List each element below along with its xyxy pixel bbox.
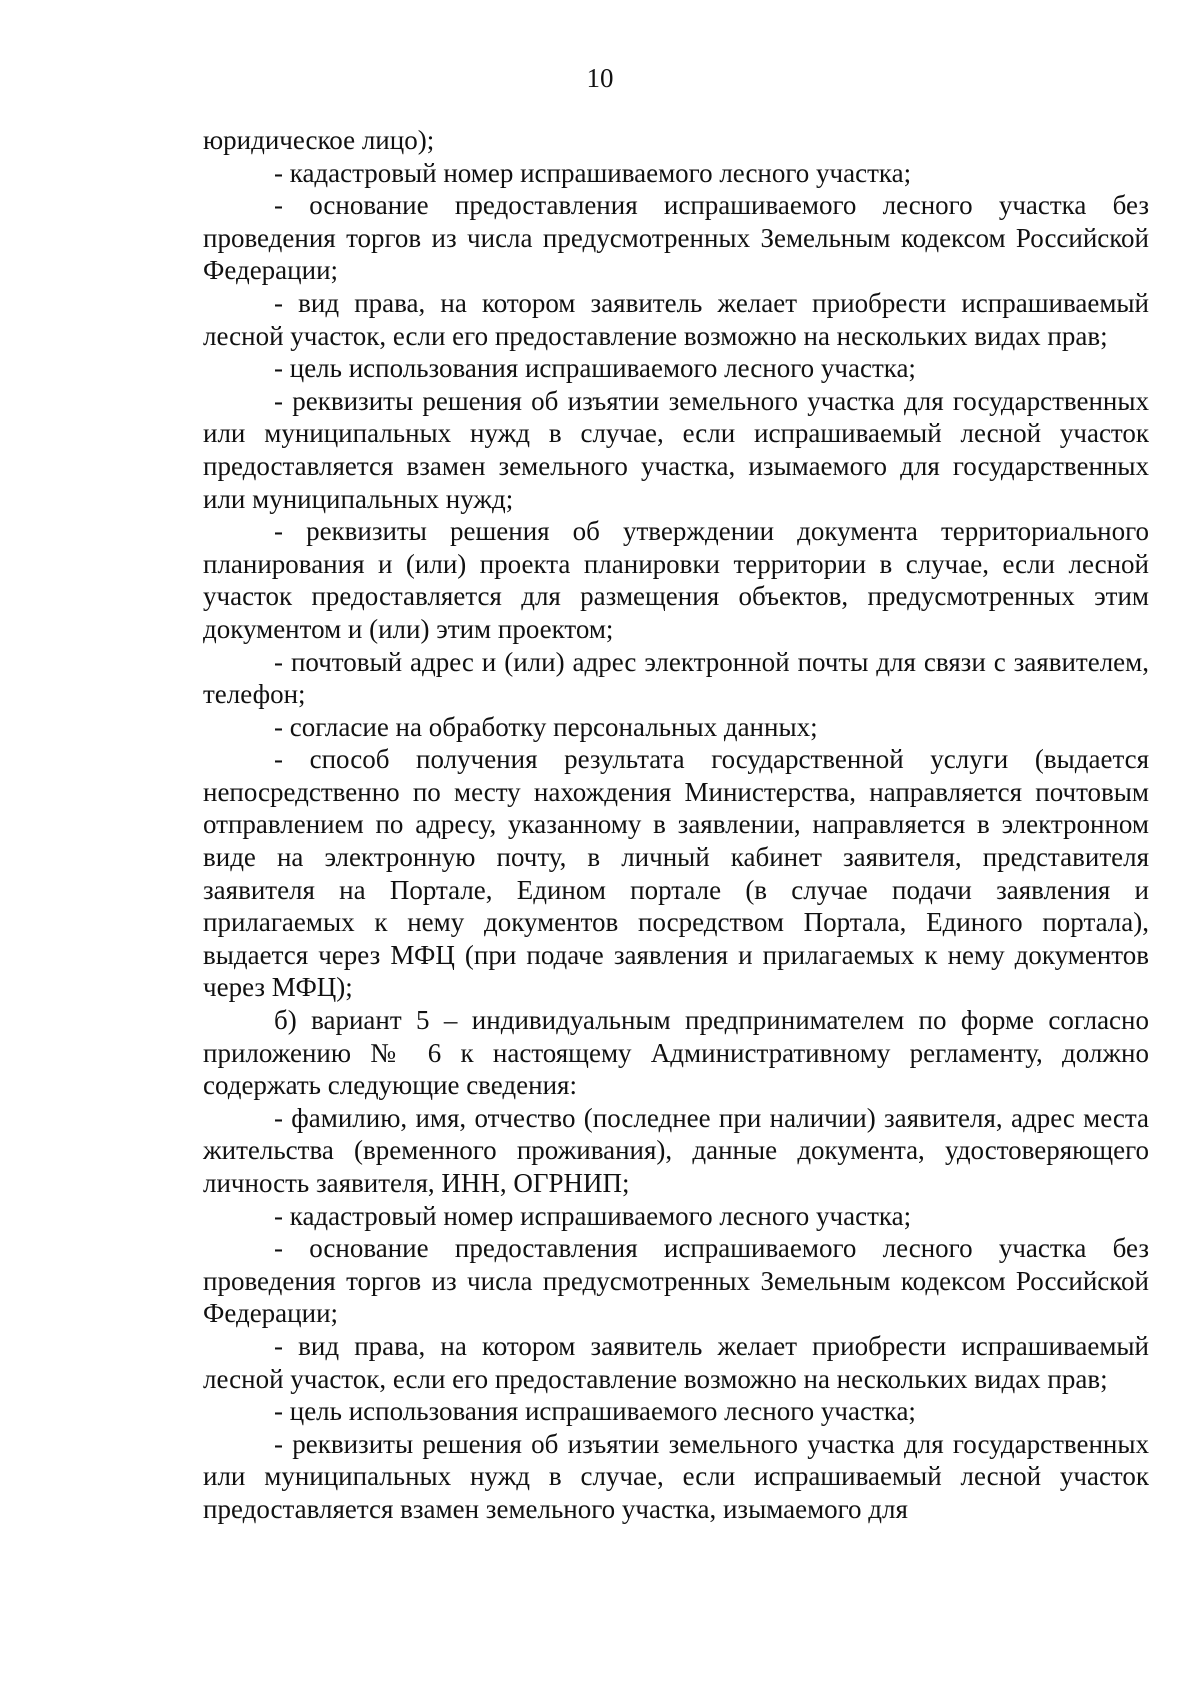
list-item-contact-address: - почтовый адрес и (или) адрес электронной почты для связи с заявителем, телефон;	[203, 646, 1149, 710]
list-item-right-type: - вид права, на котором заявитель желает приобрести испрашиваемый лесной участок, если его предоставление возможно на нескольких видах прав;	[203, 1330, 1149, 1394]
list-item-basis: - основание предоставления испрашиваемого лесного участка без проведения торгов из числа предусмотренных Земельным кодексом Российской Федерации;	[203, 1233, 1149, 1329]
paragraph-variant-5: б) вариант 5 – индивидуальным предпринимателем по форме согласно приложению № 6 к настоящему Административному регламенту, должно содержать следующие сведения:	[203, 1005, 1149, 1101]
paragraph-continuation: юридическое лицо);	[203, 125, 435, 155]
list-item-right-type: - вид права, на котором заявитель желает приобрести испрашиваемый лесной участок, если его предоставление возможно на нескольких видах прав;	[203, 287, 1149, 351]
document-body	[203, 124, 1149, 1526]
list-item-basis: - основание предоставления испрашиваемого лесного участка без проведения торгов из числа предусмотренных Земельным кодексом Российской Федерации;	[203, 190, 1149, 286]
list-item-applicant-details: - фамилию, имя, отчество (последнее при наличии) заявителя, адрес места жительства (временного проживания), данные документа, удостоверяющего личность заявителя, ИНН, ОГРНИП;	[203, 1102, 1149, 1198]
list-item-planning-decision: - реквизиты решения об утверждении документа территориального планирования и (или) проекта планировки территории в случае, если лесной участок предоставляется для размещения объектов, предусмотренных этим документом и (или) этим проектом;	[203, 516, 1149, 644]
list-item-cadastral-number: - кадастровый номер испрашиваемого лесного участка;	[274, 157, 912, 188]
list-item-purpose: - цель использования испрашиваемого лесного участка;	[274, 353, 916, 384]
list-item-delivery-method: - способ получения результата государственной услуги (выдается непосредственно по месту нахождения Министерства, направляется почтовым отправлением по адресу, указанному в заявлении, направляется в электронном виде на электронную почту, в личный кабинет заявителя, представителя заявителя на Портале, Едином портале (в случае подачи заявления и прилагаемых к нему документов посредством Портала, Единого портала), выдается через МФЦ (при подаче заявления и прилагаемых к нему документов через МФЦ);	[203, 744, 1149, 1003]
page-number: 10	[586, 63, 614, 93]
list-item-cadastral-number: - кадастровый номер испрашиваемого лесного участка;	[274, 1200, 912, 1231]
list-item-consent: - согласие на обработку персональных данных;	[274, 711, 818, 742]
list-item-withdrawal-decision: - реквизиты решения об изъятии земельного участка для государственных или муниципальных нужд в случае, если испрашиваемый лесной участок предоставляется взамен земельного участка, изымаемого для государственных или муниципальных нужд;	[203, 385, 1149, 514]
list-item-withdrawal-decision: - реквизиты решения об изъятии земельного участка для государственных или муниципальных нужд в случае, если испрашиваемый лесной участок предоставляется взамен земельного участка, изымаемого для	[203, 1428, 1149, 1524]
list-item-purpose: - цель использования испрашиваемого лесного участка;	[274, 1396, 916, 1427]
